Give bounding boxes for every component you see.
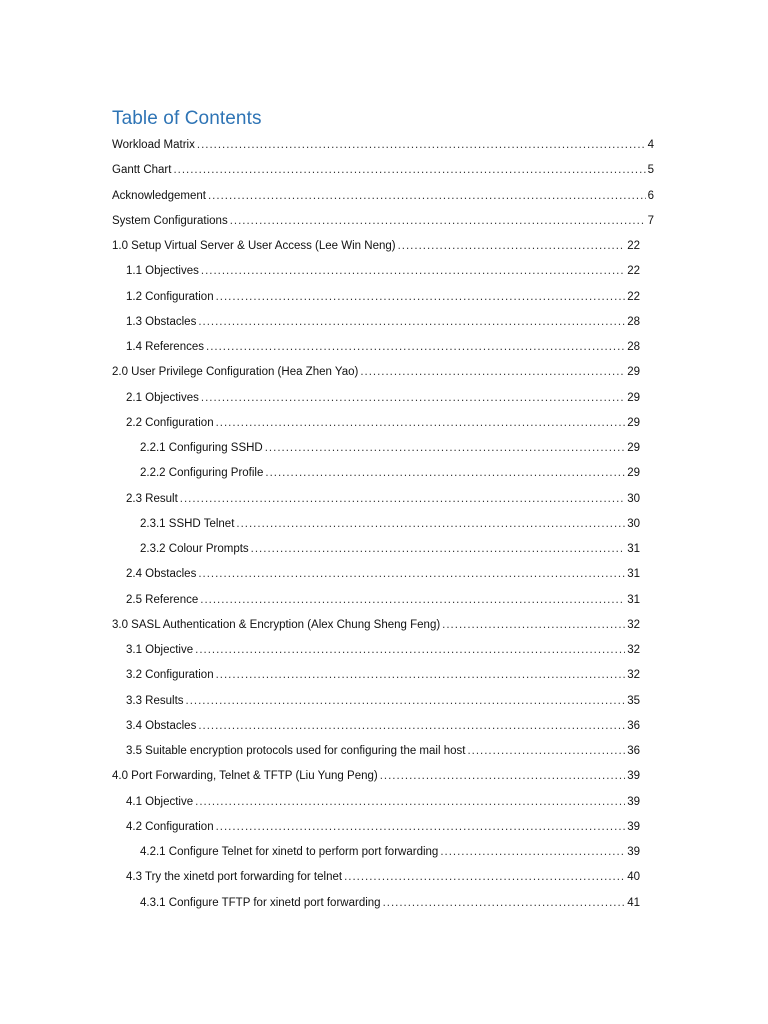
- toc-entry-label: 3.3 Results: [126, 695, 184, 707]
- toc-entry[interactable]: [126, 693, 640, 709]
- toc-entry-label: 2.3.1 SSHD Telnet: [140, 518, 235, 530]
- toc-entry-page-number: 5: [647, 164, 654, 176]
- toc-dot-leader: [344, 869, 625, 885]
- toc-dot-leader: [383, 895, 626, 911]
- toc-entry-label: Acknowledgement: [112, 190, 206, 202]
- toc-dot-leader: [216, 415, 626, 431]
- toc-dot-leader: [216, 289, 626, 305]
- toc-entry-label: 2.2.2 Configuring Profile: [140, 467, 264, 479]
- toc-entry-page-number: 28: [627, 341, 640, 353]
- toc-entry-label: 4.0 Port Forwarding, Telnet & TFTP (Liu Yung Peng): [112, 770, 378, 782]
- toc-entry-page-number: 31: [627, 594, 640, 606]
- toc-entry[interactable]: [126, 592, 640, 608]
- toc-entry-page-number: 22: [627, 240, 640, 252]
- toc-entry[interactable]: [126, 869, 640, 885]
- toc-entry[interactable]: [112, 162, 654, 178]
- toc-entry-label: 3.0 SASL Authentication & Encryption (Alex Chung Sheng Feng): [112, 619, 441, 631]
- toc-entry-page-number: 29: [627, 442, 640, 454]
- toc-entry-label: 4.1 Objective: [126, 796, 194, 808]
- toc-entry-page-number: 32: [627, 619, 640, 631]
- toc-entry-label: 3.4 Obstacles: [126, 720, 197, 732]
- toc-entry-label: 1.2 Configuration: [126, 291, 214, 303]
- toc-entry[interactable]: [126, 566, 640, 582]
- toc-entry[interactable]: [112, 768, 640, 784]
- toc-dot-leader: [236, 516, 625, 532]
- toc-entry-label: 2.2 Configuration: [126, 417, 214, 429]
- toc-entry[interactable]: [126, 819, 640, 835]
- toc-entry-page-number: 22: [627, 291, 640, 303]
- toc-dot-leader: [251, 541, 626, 557]
- toc-entry-page-number: 29: [627, 467, 640, 479]
- toc-entry[interactable]: [126, 667, 640, 683]
- toc-entry-page-number: 7: [647, 215, 654, 227]
- toc-dot-leader: [208, 188, 646, 204]
- toc-entry-label: 2.3 Result: [126, 493, 178, 505]
- toc-entry-label: 2.5 Reference: [126, 594, 199, 606]
- toc-entry-page-number: 29: [627, 366, 640, 378]
- toc-dot-leader: [265, 465, 625, 481]
- toc-entry-page-number: 30: [627, 493, 640, 505]
- toc-dot-leader: [198, 566, 625, 582]
- toc-entry-page-number: 41: [627, 897, 640, 909]
- toc-entry[interactable]: [140, 465, 640, 481]
- toc-entry-page-number: 36: [627, 745, 640, 757]
- toc-dot-leader: [440, 844, 625, 860]
- toc-dot-leader: [442, 617, 625, 633]
- toc-entry-page-number: 30: [627, 518, 640, 530]
- toc-dot-leader: [360, 364, 625, 380]
- toc-entry[interactable]: [140, 844, 640, 860]
- toc-dot-leader: [198, 314, 625, 330]
- toc-entry[interactable]: [140, 895, 640, 911]
- toc-heading: Table of Contents: [112, 108, 262, 129]
- toc-entry-label: 2.1 Objectives: [126, 392, 199, 404]
- toc-dot-leader: [180, 491, 625, 507]
- toc-dot-leader: [195, 642, 625, 658]
- toc-entry[interactable]: [126, 390, 640, 406]
- toc-dot-leader: [265, 440, 625, 456]
- toc-entry-page-number: 28: [627, 316, 640, 328]
- toc-entry-label: 3.2 Configuration: [126, 669, 214, 681]
- toc-entry[interactable]: [126, 491, 640, 507]
- toc-entry-page-number: 39: [627, 846, 640, 858]
- toc-entry[interactable]: [126, 743, 640, 759]
- toc-dot-leader: [195, 794, 625, 810]
- toc-entry-label: 4.3 Try the xinetd port forwarding for telnet: [126, 871, 343, 883]
- toc-entry[interactable]: [126, 289, 640, 305]
- toc-entry[interactable]: [126, 339, 640, 355]
- toc-dot-leader: [198, 718, 625, 734]
- toc-entry-label: 3.1 Objective: [126, 644, 194, 656]
- toc-dot-leader: [200, 592, 625, 608]
- toc-entry[interactable]: [112, 364, 640, 380]
- toc-entry[interactable]: [126, 263, 640, 279]
- toc-entry[interactable]: [126, 642, 640, 658]
- toc-dot-leader: [201, 390, 625, 406]
- toc-dot-leader: [398, 238, 626, 254]
- toc-dot-leader: [206, 339, 625, 355]
- toc-dot-leader: [216, 819, 626, 835]
- toc-entry-label: 2.0 User Privilege Configuration (Hea Zhen Yao): [112, 366, 359, 378]
- toc-dot-leader: [197, 137, 646, 153]
- toc-entry[interactable]: [140, 516, 640, 532]
- toc-entry[interactable]: [112, 188, 654, 204]
- toc-entry[interactable]: [126, 415, 640, 431]
- toc-entry-page-number: 40: [627, 871, 640, 883]
- toc-entry-label: 4.2.1 Configure Telnet for xinetd to perform port forwarding: [140, 846, 439, 858]
- toc-entry-page-number: 31: [627, 543, 640, 555]
- toc-entry-label: 4.2 Configuration: [126, 821, 214, 833]
- toc-entry-label: 2.2.1 Configuring SSHD: [140, 442, 263, 454]
- toc-entry[interactable]: [126, 314, 640, 330]
- toc-entry-label: 1.0 Setup Virtual Server & User Access (Lee Win Neng): [112, 240, 396, 252]
- toc-entry-page-number: 29: [627, 392, 640, 404]
- toc-dot-leader: [467, 743, 625, 759]
- toc-entry-page-number: 32: [627, 669, 640, 681]
- toc-entry-page-number: 31: [627, 568, 640, 580]
- toc-entry-page-number: 32: [627, 644, 640, 656]
- toc-entry-page-number: 39: [627, 796, 640, 808]
- toc-entry-label: 1.1 Objectives: [126, 265, 199, 277]
- toc-entry-page-number: 36: [627, 720, 640, 732]
- toc-entry-label: 1.3 Obstacles: [126, 316, 197, 328]
- toc-entry[interactable]: [112, 238, 640, 254]
- toc-dot-leader: [186, 693, 626, 709]
- toc-entry-page-number: 4: [647, 139, 654, 151]
- toc-entry[interactable]: [140, 440, 640, 456]
- toc-entry-label: 3.5 Suitable encryption protocols used for configuring the mail host: [126, 745, 466, 757]
- toc-dot-leader: [380, 768, 625, 784]
- toc-entry-page-number: 39: [627, 770, 640, 782]
- toc-entry-label: 2.3.2 Colour Prompts: [140, 543, 249, 555]
- toc-dot-leader: [173, 162, 645, 178]
- toc-entry-page-number: 29: [627, 417, 640, 429]
- toc-dot-leader: [230, 213, 646, 229]
- toc-entry-page-number: 6: [647, 190, 654, 202]
- toc-entry-label: Gantt Chart: [112, 164, 172, 176]
- toc-entry[interactable]: [140, 541, 640, 557]
- toc-dot-leader: [216, 667, 626, 683]
- toc-entry-label: Workload Matrix: [112, 139, 195, 151]
- toc-entry[interactable]: [112, 213, 654, 229]
- toc-entry-page-number: 39: [627, 821, 640, 833]
- toc-dot-leader: [201, 263, 625, 279]
- toc-entry-label: 2.4 Obstacles: [126, 568, 197, 580]
- toc-entry-label: System Configurations: [112, 215, 228, 227]
- toc-entry[interactable]: [126, 718, 640, 734]
- toc-entry[interactable]: [112, 137, 654, 153]
- toc-entry-label: 1.4 References: [126, 341, 204, 353]
- toc-entry-label: 4.3.1 Configure TFTP for xinetd port forwarding: [140, 897, 381, 909]
- toc-entry[interactable]: [112, 617, 640, 633]
- toc-entry[interactable]: [126, 794, 640, 810]
- toc-entry-page-number: 35: [627, 695, 640, 707]
- toc-entry-page-number: 22: [627, 265, 640, 277]
